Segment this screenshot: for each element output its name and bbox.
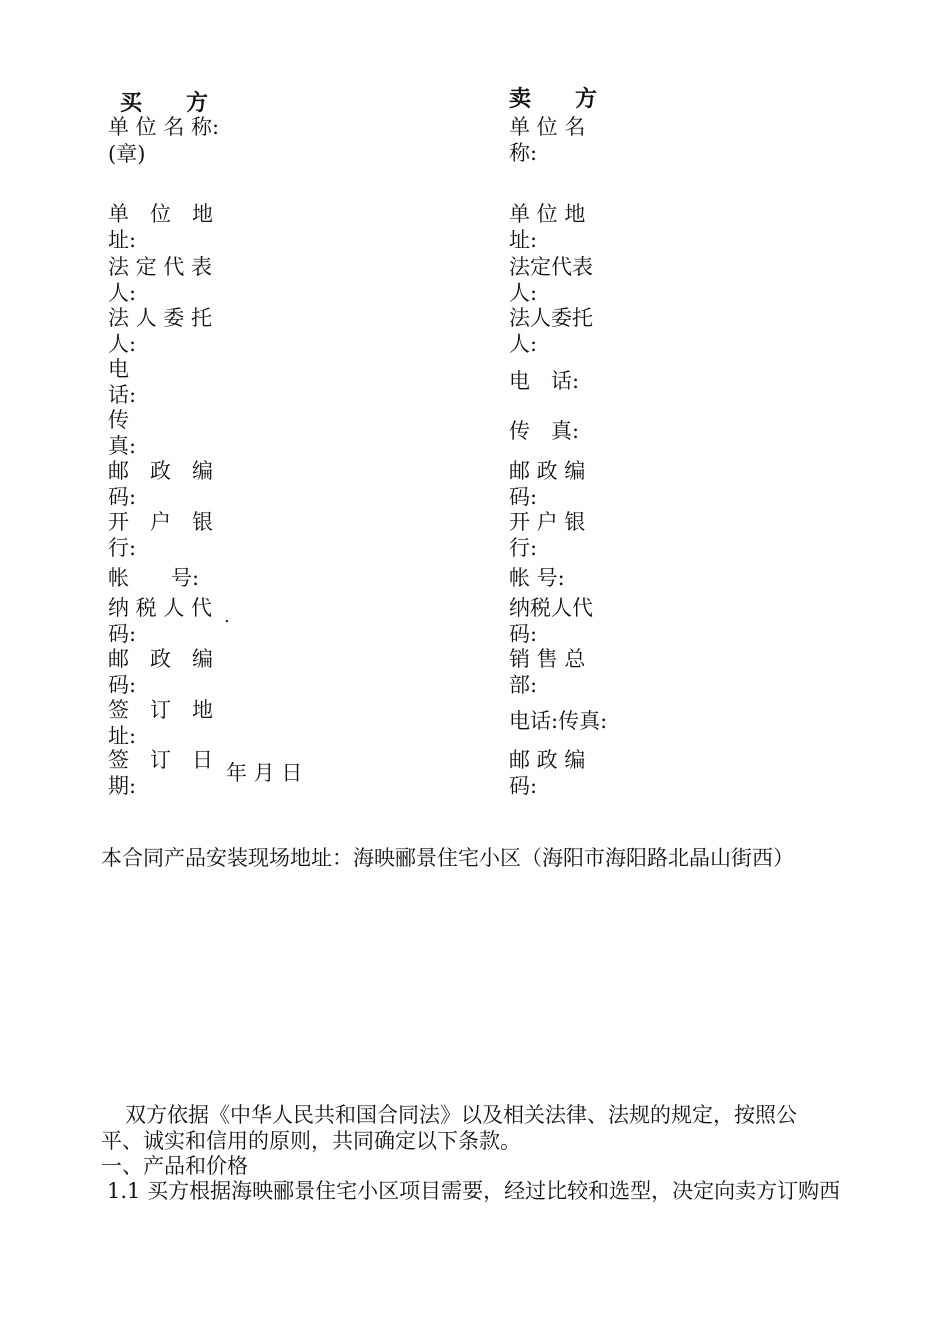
seller-postcode-label: 邮 政 编 [509, 459, 586, 483]
seller-tax-label-cont: 码: [509, 622, 538, 646]
buyer-heading: 买 方 [120, 90, 209, 116]
buyer-phone-label-cont: 话: [108, 383, 137, 407]
seller-entrusted-label: 法人委托 [509, 306, 593, 330]
buyer-name-label: 单 位 名 称: [108, 115, 220, 139]
seller-phone-label: 电 话: [509, 369, 580, 393]
buyer-sign-date-label: 签 订 日 [108, 748, 213, 772]
buyer-bank-label: 开 户 银 [108, 510, 213, 534]
seller-tax-label: 纳税人代 [509, 596, 593, 620]
buyer-phone-label: 电 [108, 357, 129, 381]
buyer-bank-label-cont: 行: [108, 536, 137, 560]
seller-address-label-cont: 址: [509, 228, 538, 252]
seller-postcode-label-cont: 码: [509, 485, 538, 509]
buyer-sign-place-label-cont: 址: [108, 724, 137, 748]
buyer-sign-date-label-cont: 期: [108, 774, 137, 798]
stray-dot: . [224, 606, 230, 627]
buyer-tax-label: 纳 税 人 代 [108, 596, 213, 620]
buyer-sign-place-label: 签 订 地 [108, 698, 213, 722]
buyer-tax-label-cont: 码: [108, 622, 137, 646]
buyer-legal-rep-label: 法 定 代 表 [108, 255, 213, 279]
seller-name-label-cont: 称: [509, 141, 538, 165]
buyer-sign-date-value: 年 月 日 [226, 761, 303, 785]
seller-phone-fax-label: 电话:传真: [509, 709, 608, 733]
seller-entrusted-label-cont: 人: [509, 332, 538, 356]
intro-paragraph-line1: 双方依据《中华人民共和国合同法》以及相关法律、法规的规定，按照公 [125, 1103, 797, 1127]
buyer-address-label: 单 位 地 [108, 202, 213, 226]
buyer-seal-label: (章) [108, 142, 146, 166]
clause-1-1: 1.1 买方根据海映郦景住宅小区项目需要，经过比较和选型，决定向卖方订购西 [107, 1179, 841, 1203]
buyer-postcode-label: 邮 政 编 [108, 459, 213, 483]
seller-legal-rep-label-cont: 人: [509, 281, 538, 305]
intro-paragraph-line2: 平、诚实和信用的原则，共同确定以下条款。 [101, 1129, 521, 1153]
seller-bank-label-cont: 行: [509, 536, 538, 560]
seller-bank-label: 开 户 银 [509, 510, 586, 534]
section-1-title: 一、产品和价格 [101, 1154, 248, 1178]
seller-account-label: 帐 号: [509, 566, 565, 590]
buyer-legal-rep-label-cont: 人: [108, 281, 137, 305]
seller-address-label: 单 位 地 [509, 202, 586, 226]
buyer-address-label-cont: 址: [108, 228, 137, 252]
buyer-postcode-label-cont: 码: [108, 485, 137, 509]
seller-fax-label: 传 真: [509, 419, 580, 443]
seller-legal-rep-label: 法定代表 [509, 255, 593, 279]
buyer-postcode2-label-cont: 码: [108, 673, 137, 697]
buyer-entrusted-label-cont: 人: [108, 332, 137, 356]
seller-postcode2-label-cont: 码: [509, 774, 538, 798]
seller-sales-label: 销 售 总 [509, 647, 586, 671]
buyer-postcode2-label: 邮 政 编 [108, 647, 213, 671]
seller-name-label: 单 位 名 [509, 115, 586, 139]
seller-sales-label-cont: 部: [509, 673, 538, 697]
seller-postcode2-label: 邮 政 编 [509, 748, 586, 772]
site-address: 本合同产品安装现场地址：海映郦景住宅小区（海阳市海阳路北晶山街西） [101, 846, 794, 870]
buyer-fax-label-cont: 真: [108, 434, 137, 458]
seller-heading: 卖 方 [509, 86, 598, 112]
buyer-fax-label: 传 [108, 408, 129, 432]
buyer-account-label: 帐 号: [108, 566, 200, 590]
buyer-entrusted-label: 法 人 委 托 [108, 306, 213, 330]
